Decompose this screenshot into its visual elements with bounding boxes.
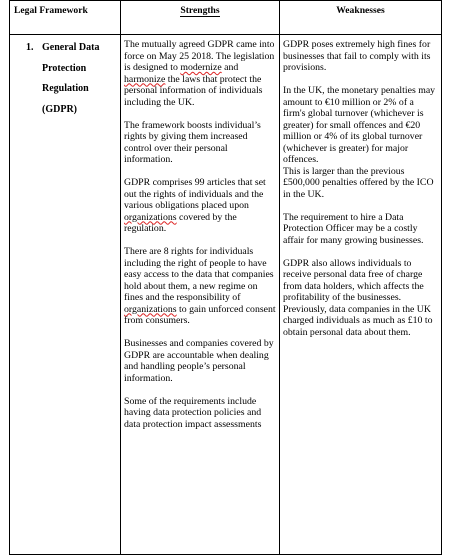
text-run: The mutually agreed GDPR came into force on May 25 2018. The legislation is designed to	[124, 39, 275, 73]
weaknesses-paragraph: GDPR also allows individuals to receive personal data free of charge from data holders, which affects the profitability of the businesses. Previously, data companies in the UK charged individuals as much as £10 to obtain personal data about them.	[283, 257, 433, 338]
strengths-paragraph	[124, 177, 276, 235]
strengths-paragraph: The framework boosts individual’s rights by giving them increased control over their personal information.	[124, 119, 261, 165]
weaknesses-paragraph: In the UK, the monetary penalties may amount to €10 million or 2% of a firm's global turnover (whichever is greater) for small offences and €20 million or 4% of its global turnover (whichever is greater) for major offences.	[283, 85, 436, 165]
weaknesses-cell	[280, 35, 442, 555]
legal-framework-table	[9, 0, 442, 555]
weaknesses-paragraph: The requirement to hire a Data Protection Officer may be a costly affair for many growing businesses.	[283, 211, 424, 246]
framework-number: 1.	[26, 42, 34, 53]
text-run: GDPR comprises 99 articles that set out the rights of individuals and the various obligations placed upon	[124, 177, 266, 211]
strengths-paragraph	[124, 39, 276, 108]
strengths-paragraph	[124, 246, 276, 327]
spellcheck-word: modernize	[180, 62, 222, 73]
header-legal-framework: Legal Framework	[10, 1, 121, 35]
weaknesses-paragraph: This is larger than the previous £500,000 penalties offered by the ICO in the UK.	[283, 165, 434, 200]
text-run: There are 8 rights for individuals including the right of people to have easy access to the data that companies hold about them, a new regime on fines and the responsibility of	[124, 246, 274, 303]
header-strengths	[121, 1, 280, 35]
text-run: and	[221, 62, 239, 73]
framework-title: General Data Protection Regulation (GDPR)	[42, 42, 100, 115]
spellcheck-word: organizations	[124, 211, 177, 223]
document-page	[9, 0, 441, 520]
text-run: to gain unforced consent from consumers.	[124, 303, 276, 326]
text-run: the laws that protect the personal information of individuals including the UK.	[124, 73, 263, 108]
strengths-paragraph: Businesses and companies covered by GDPR are accountable when dealing and handling people’s personal information.	[124, 338, 274, 384]
header-row	[10, 1, 442, 35]
header-strengths-label: Strengths	[180, 5, 220, 16]
spellcheck-word: harmonize	[124, 73, 166, 85]
table-row	[10, 35, 442, 555]
strengths-cell	[121, 35, 280, 555]
header-weaknesses: Weaknesses	[280, 1, 442, 35]
strengths-paragraph: Some of the requirements include having data protection policies and data protection impact assessments	[124, 395, 262, 430]
spellcheck-word: organizations	[124, 303, 177, 315]
weaknesses-paragraph: GDPR poses extremely high fines for businesses that fail to comply with its provisions.	[283, 39, 431, 73]
framework-list-item	[10, 35, 120, 120]
text-run: covered by the regulation.	[124, 211, 237, 234]
framework-cell	[10, 35, 121, 555]
